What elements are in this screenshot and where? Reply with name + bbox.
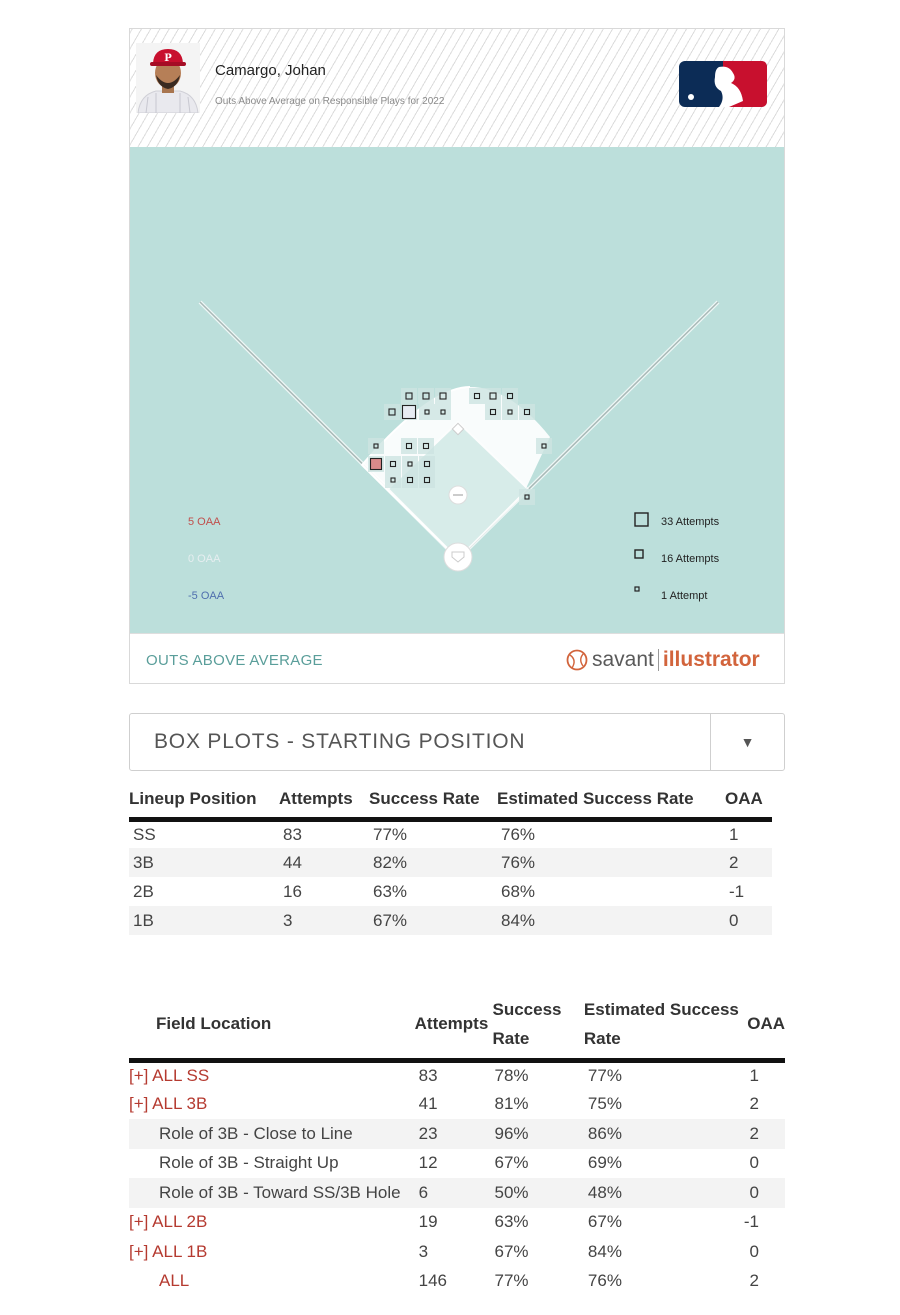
- header-subtitle: Outs Above Average on Responsible Plays for 2022: [215, 96, 445, 107]
- expand-toggle[interactable]: [+]: [129, 1241, 149, 1261]
- player-name: Camargo, Johan: [215, 62, 326, 79]
- location-label[interactable]: ALL 3B: [152, 1094, 208, 1114]
- attempt-cell: [502, 388, 518, 404]
- cell-success-rate: 77%: [494, 1271, 529, 1291]
- col-attempts[interactable]: Attempts: [279, 781, 369, 819]
- attempt-cell: [485, 388, 501, 404]
- cell-success-rate: 67%: [494, 1241, 529, 1261]
- cell-attempts: 16: [283, 881, 302, 901]
- cell-attempts: 44: [279, 848, 369, 877]
- col-success-rate[interactable]: Success Rate: [369, 781, 497, 819]
- cell-estimated-success-rate: 84%: [497, 906, 725, 935]
- brand-illustrator: illustrator: [662, 648, 760, 671]
- attempt-cell: [385, 456, 401, 472]
- cell-oaa: 2: [744, 1119, 785, 1149]
- savant-illustrator-logo: [566, 644, 760, 676]
- col-oaa[interactable]: OAA: [725, 781, 772, 819]
- attempt-cell: [469, 388, 485, 404]
- cell-oaa: 0: [749, 1241, 759, 1261]
- brand-savant: savant: [592, 648, 654, 671]
- attempt-cell: [435, 388, 451, 404]
- cell-success-rate: 63%: [494, 1212, 529, 1232]
- mlb-logo-icon: [679, 61, 767, 107]
- legend-square-small: [635, 587, 639, 591]
- attempt-cell: [385, 472, 401, 488]
- cell-attempts: 3: [418, 1241, 429, 1261]
- attempt-cell: [519, 489, 535, 505]
- cell-estimated-success-rate: 68%: [501, 881, 536, 901]
- cell-oaa: 1: [749, 1066, 759, 1085]
- table-row: [129, 906, 772, 935]
- table-row[interactable]: [129, 1060, 785, 1090]
- legend-square-large: [635, 513, 648, 526]
- col-estimated-success-rate[interactable]: Estimated Success Rate: [584, 990, 744, 1060]
- attempt-cell: [435, 404, 451, 420]
- attempt-cell: [419, 456, 435, 472]
- attempt-cell: [402, 472, 418, 488]
- table-row[interactable]: [129, 1237, 785, 1267]
- cell-attempts: 41: [418, 1094, 438, 1114]
- cell-oaa: 2: [725, 848, 772, 877]
- oaa-legend-high: 5 OAA: [188, 516, 221, 528]
- col-attempts[interactable]: Attempts: [415, 990, 493, 1060]
- table-header-row: [129, 781, 772, 819]
- cell-estimated-success-rate: 86%: [584, 1119, 744, 1149]
- cell-attempts: 146: [418, 1271, 447, 1291]
- cell-estimated-success-rate: 48%: [584, 1178, 744, 1208]
- col-oaa[interactable]: OAA: [744, 990, 785, 1060]
- cell-estimated-success-rate: 76%: [587, 1271, 622, 1291]
- cell-attempts: 83: [283, 824, 302, 844]
- dropdown-arrow-icon[interactable]: ▼: [710, 714, 784, 770]
- attempt-cell: [502, 404, 518, 420]
- table-header-row: [129, 990, 785, 1060]
- cell-attempts: 23: [415, 1119, 493, 1149]
- cell-estimated-success-rate: 76%: [497, 848, 725, 877]
- box-plots-dropdown[interactable]: [129, 713, 785, 771]
- table-row: [129, 1149, 785, 1179]
- savant-ball-icon: [566, 649, 588, 671]
- cell-success-rate: 50%: [493, 1178, 584, 1208]
- brand-separator: [658, 649, 659, 671]
- oaa-legend-low: -5 OAA: [188, 590, 225, 602]
- card-header: [130, 29, 784, 147]
- legend-square-medium: [635, 550, 643, 558]
- attempt-cell: [485, 404, 501, 420]
- table-row[interactable]: [129, 1090, 785, 1120]
- lineup-position-table: [129, 781, 772, 935]
- cell-estimated-success-rate: 84%: [587, 1241, 622, 1261]
- player-headshot-icon: [136, 43, 200, 113]
- cell-position: 2B: [133, 881, 154, 901]
- attempt-cell: [519, 404, 535, 420]
- attempts-legend-large: 33 Attempts: [661, 516, 720, 528]
- expand-toggle[interactable]: [+]: [129, 1094, 149, 1114]
- cell-success-rate: 67%: [494, 1153, 529, 1173]
- field-diagram: [130, 147, 785, 633]
- attempt-cell: [536, 438, 552, 454]
- table-row: [129, 1178, 785, 1208]
- table-row: [129, 1119, 785, 1149]
- attempts-legend-medium: 16 Attempts: [661, 553, 720, 565]
- cell-success-rate: 77%: [373, 824, 408, 844]
- location-label: Role of 3B - Toward SS/3B Hole: [129, 1178, 415, 1208]
- location-label: ALL: [159, 1271, 190, 1291]
- attempt-cell: [368, 438, 384, 454]
- cell-success-rate: 82%: [369, 848, 497, 877]
- dropdown-selected-value[interactable]: BOX PLOTS - STARTING POSITION: [154, 730, 526, 753]
- cell-success-rate: 78%: [494, 1066, 529, 1085]
- cell-estimated-success-rate: 76%: [501, 824, 536, 844]
- location-label[interactable]: ALL SS: [152, 1066, 210, 1085]
- oaa-field-card: [129, 28, 785, 684]
- cell-success-rate: 67%: [369, 906, 497, 935]
- table-row: [129, 848, 772, 877]
- attempt-cell: [401, 388, 417, 404]
- cell-oaa: 0: [749, 1153, 759, 1173]
- cell-attempts: 83: [418, 1066, 438, 1085]
- col-lineup-position[interactable]: Lineup Position: [129, 781, 279, 819]
- footer-label: OUTS ABOVE AVERAGE: [146, 652, 323, 669]
- cell-attempts: 19: [418, 1212, 438, 1232]
- attempt-cell: [419, 404, 435, 420]
- expand-toggle[interactable]: [+]: [129, 1212, 149, 1232]
- cell-oaa: 2: [749, 1271, 759, 1291]
- location-label: Role of 3B - Straight Up: [159, 1153, 339, 1173]
- oaa-legend-zero: 0 OAA: [188, 553, 221, 565]
- cell-success-rate: 63%: [373, 881, 408, 901]
- attempt-cell: [419, 472, 435, 488]
- attempt-cell: [418, 388, 434, 404]
- cell-estimated-success-rate: 77%: [587, 1066, 622, 1085]
- location-label[interactable]: ALL 2B: [152, 1212, 208, 1232]
- cell-position: 3B: [129, 848, 279, 877]
- cell-estimated-success-rate: 67%: [587, 1212, 622, 1232]
- cell-oaa: 2: [749, 1094, 759, 1114]
- cell-attempts: 3: [279, 906, 369, 935]
- col-success-rate[interactable]: Success Rate: [493, 990, 584, 1060]
- cell-estimated-success-rate: 75%: [587, 1094, 622, 1114]
- attempt-cell: [401, 438, 417, 454]
- attempt-square: [403, 406, 416, 419]
- cap-letter: P: [164, 53, 172, 64]
- field-area: [130, 147, 784, 633]
- location-label: Role of 3B - Close to Line: [129, 1119, 415, 1149]
- attempt-cell: [418, 438, 434, 454]
- cell-attempts: 12: [418, 1153, 438, 1173]
- attempt-cell: [384, 404, 400, 420]
- attempt-cell: [402, 456, 418, 472]
- card-footer: [130, 633, 784, 684]
- cell-attempts: 6: [415, 1178, 493, 1208]
- cell-oaa: -1: [743, 1212, 759, 1232]
- table-row[interactable]: [129, 1208, 785, 1238]
- location-label[interactable]: ALL 1B: [152, 1241, 208, 1261]
- cell-oaa: 0: [744, 1178, 785, 1208]
- table-row: [129, 819, 772, 848]
- expand-toggle[interactable]: [+]: [129, 1066, 149, 1085]
- table-row: [129, 1267, 785, 1297]
- cell-position: 1B: [129, 906, 279, 935]
- cell-oaa: 0: [725, 906, 772, 935]
- cell-success-rate: 96%: [493, 1119, 584, 1149]
- attempt-square: [371, 459, 382, 470]
- cell-success-rate: 81%: [494, 1094, 529, 1114]
- field-location-table: [129, 990, 785, 1296]
- cell-oaa: 1: [729, 824, 739, 844]
- cell-oaa: -1: [729, 881, 745, 901]
- attempts-legend-small: 1 Attempt: [661, 590, 708, 602]
- cell-position: SS: [133, 824, 156, 844]
- col-estimated-success-rate[interactable]: Estimated Success Rate: [497, 781, 725, 819]
- cell-estimated-success-rate: 69%: [587, 1153, 622, 1173]
- col-field-location[interactable]: Field Location: [129, 990, 415, 1060]
- table-row: [129, 877, 772, 906]
